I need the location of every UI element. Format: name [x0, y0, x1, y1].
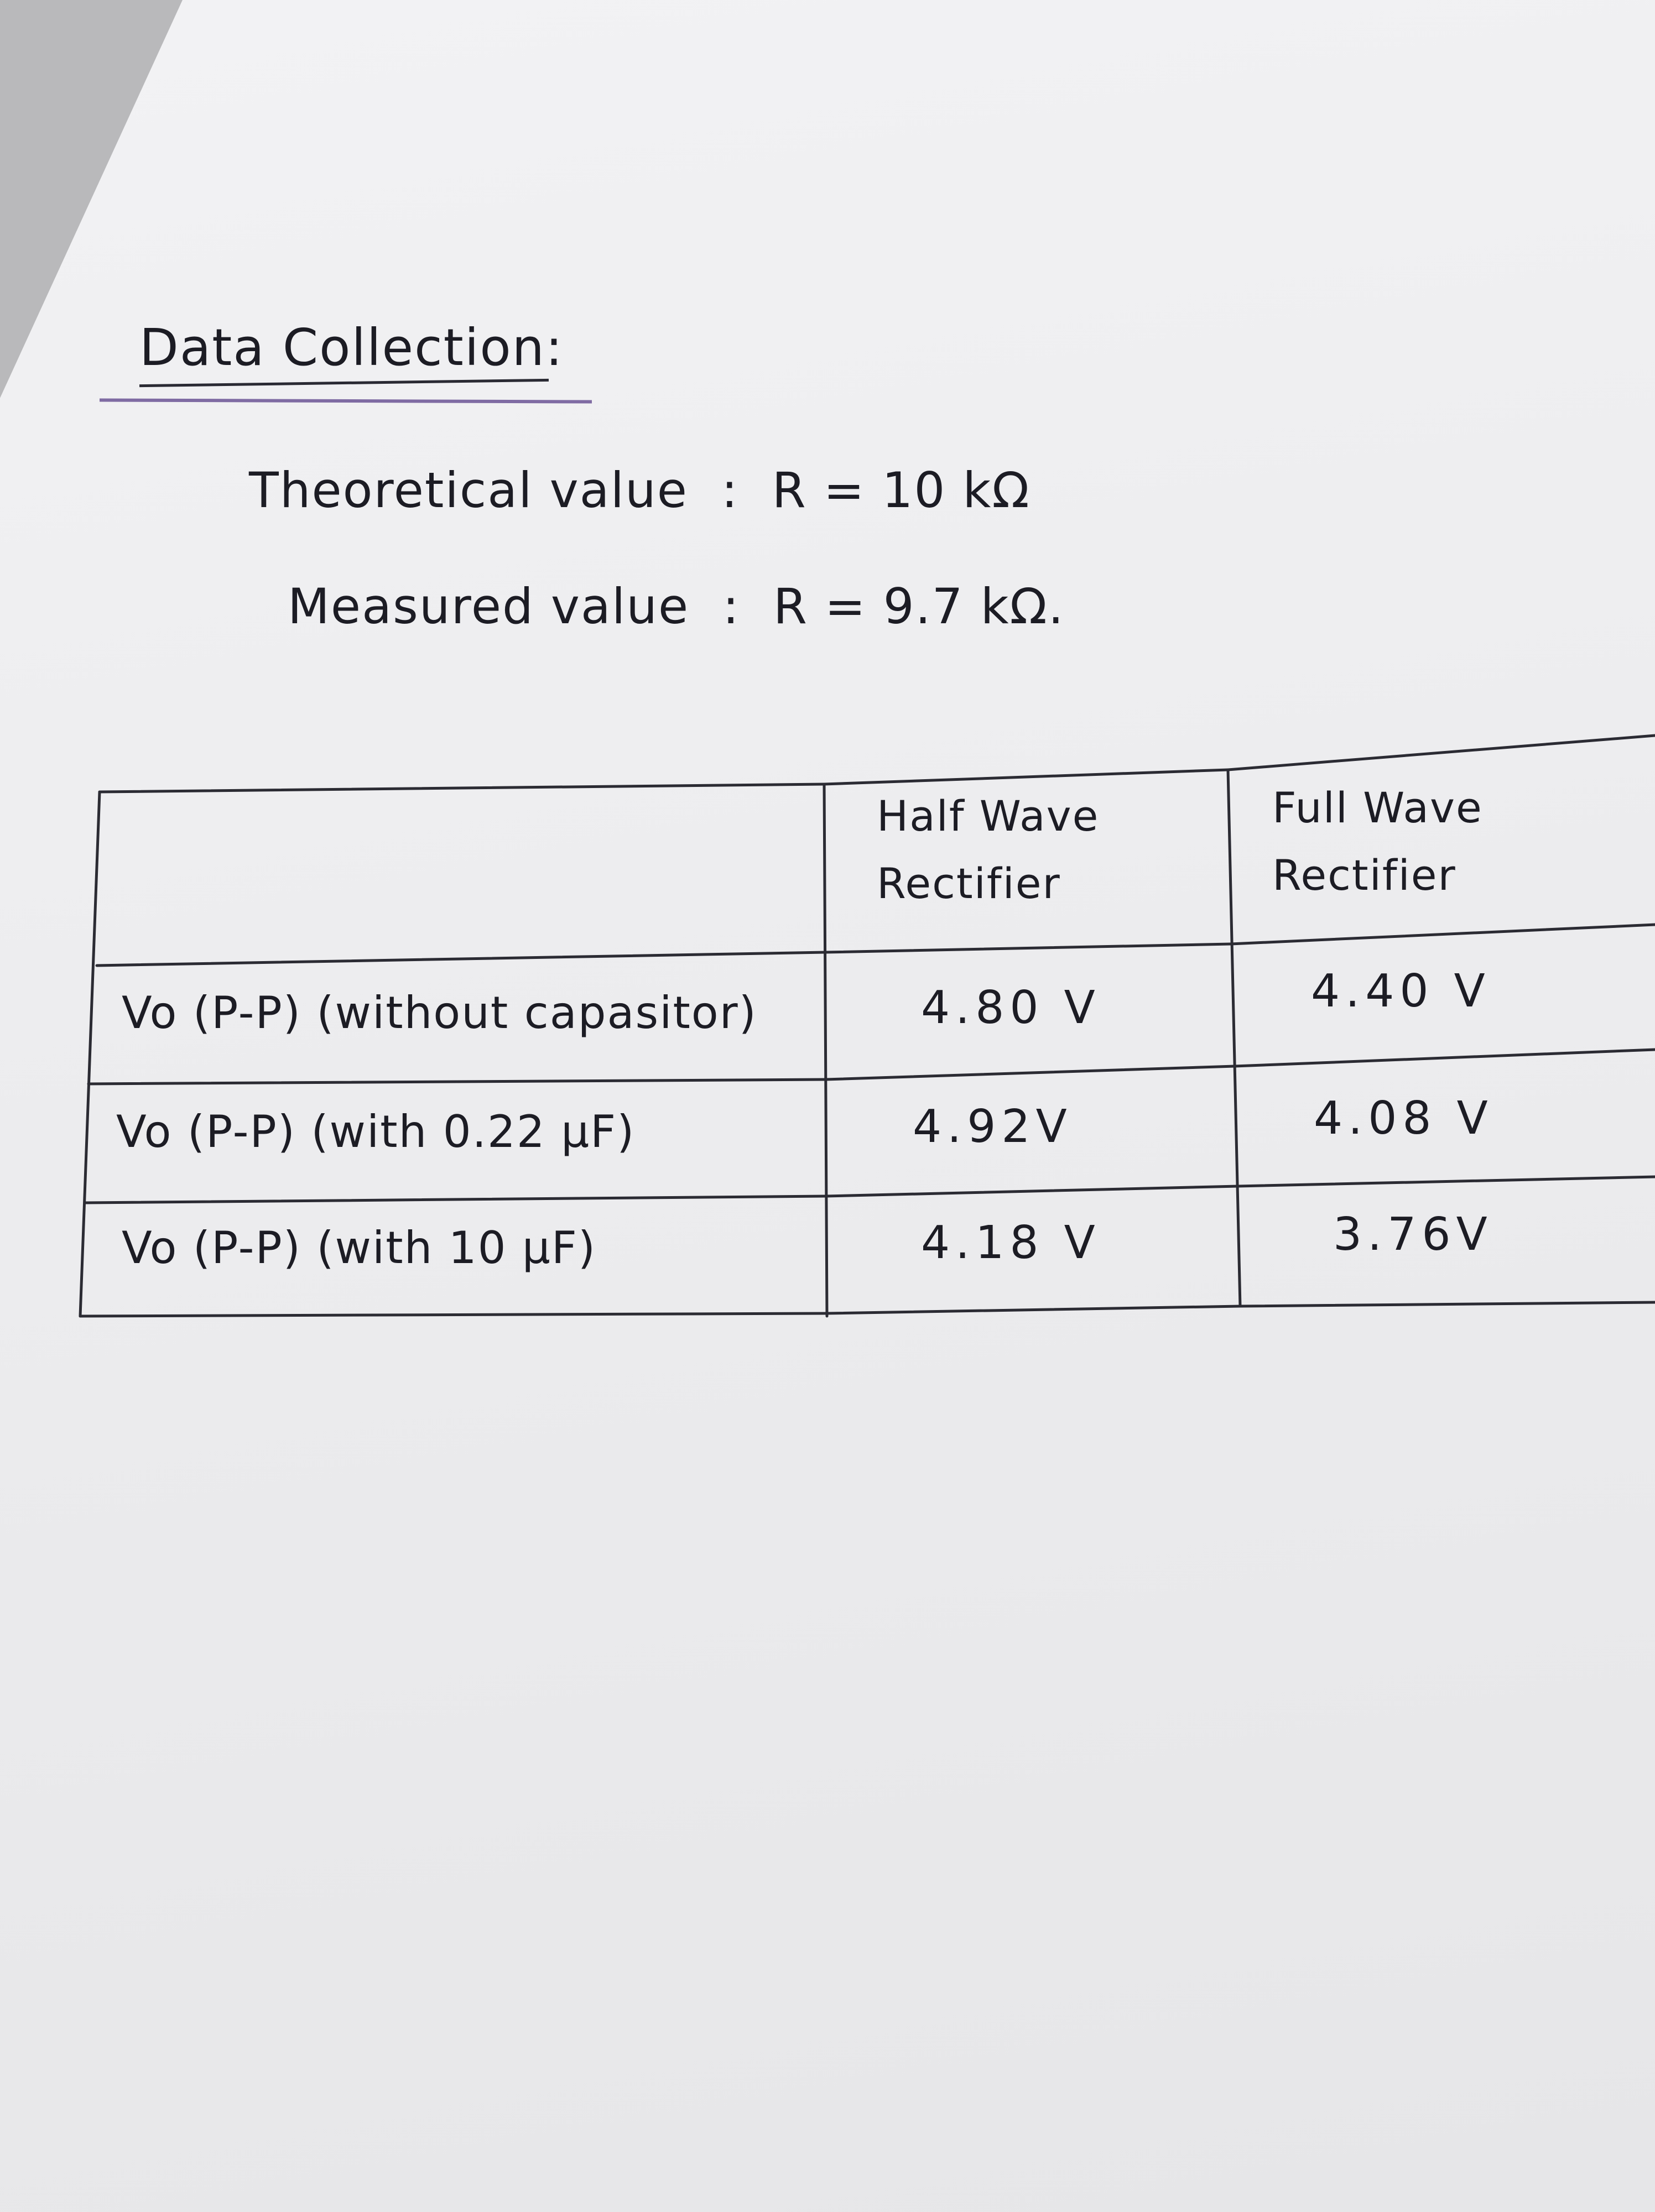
cell-full-row2: 4.08 V: [1314, 1092, 1493, 1145]
measured-expression: R = 9.7 kΩ.: [773, 578, 1065, 635]
header-half-wave: [877, 782, 1099, 917]
cell-half-row1: 4.80 V: [921, 982, 1101, 1034]
header-full-line2: Rectifier: [1272, 850, 1456, 900]
page-heading: Data Collection:: [139, 318, 564, 377]
cell-full-row1: 4.40 V: [1311, 965, 1491, 1018]
measured-separator: :: [722, 578, 740, 635]
header-full-wave: [1272, 774, 1483, 909]
measured-label: Measured value: [288, 578, 690, 635]
cell-half-row2: 4.92V: [913, 1100, 1073, 1153]
header-full-line1: Full Wave: [1272, 783, 1483, 832]
header-half-line2: Rectifier: [877, 858, 1061, 908]
theoretical-expression: R = 10 kΩ: [772, 462, 1031, 519]
theoretical-separator: :: [721, 462, 739, 519]
row-label-10uF: Vo (P-P) (with 10 μF): [122, 1222, 597, 1274]
cell-full-row3: 3.76V: [1333, 1208, 1493, 1261]
cell-half-row3: 4.18 V: [921, 1217, 1101, 1269]
row-label-0-22uF: Vo (P-P) (with 0.22 μF): [116, 1106, 636, 1157]
theoretical-label: Theoretical value: [249, 462, 688, 519]
header-half-line1: Half Wave: [877, 791, 1100, 841]
row-label-without-capacitor: Vo (P-P) (without capasitor): [122, 987, 757, 1039]
